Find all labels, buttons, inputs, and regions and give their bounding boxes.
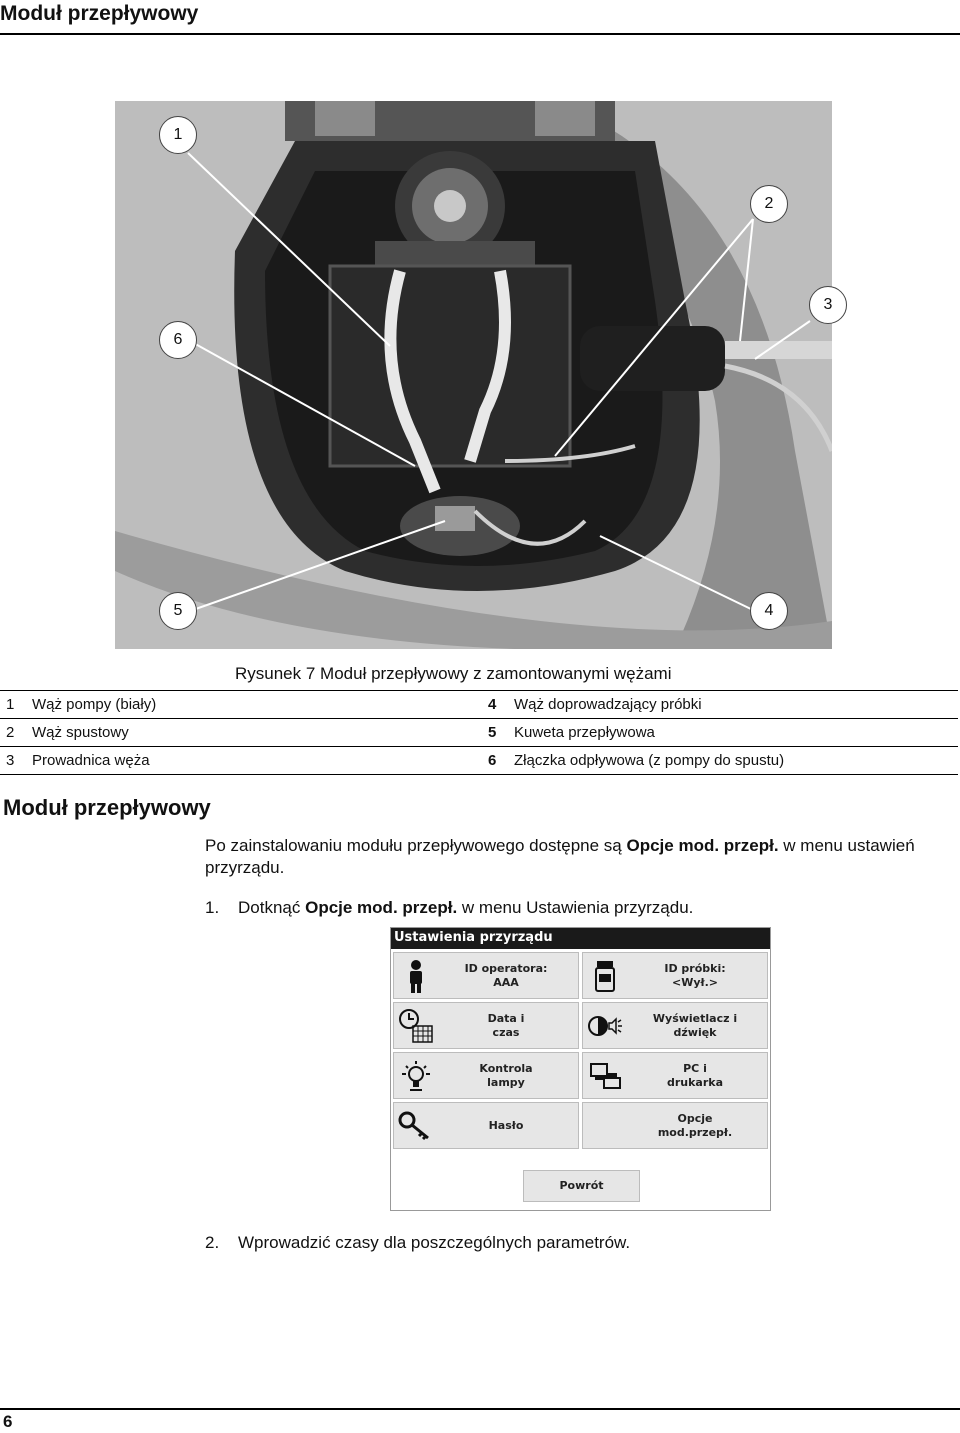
page-header-title: Moduł przepływowy [0, 2, 199, 25]
step-number: 1. [205, 898, 220, 917]
tile-value: <Wył.> [672, 975, 718, 989]
tile-label-2: dźwięk [673, 1025, 717, 1039]
step-bold-term: Opcje mod. przepł. [305, 898, 458, 917]
intro-paragraph [205, 835, 940, 879]
legend-row [0, 719, 958, 747]
tile-label-2: czas [492, 1025, 520, 1039]
intro-text-end: w menu ustawień przyrządu. [205, 836, 915, 877]
operator-id-button[interactable] [393, 952, 579, 999]
legend-text: Wąż doprowadzający próbki [514, 696, 702, 713]
instrument-settings-screen [390, 927, 771, 1211]
tile-label-2: mod.przepł. [657, 1125, 733, 1139]
pc-printer-button[interactable] [582, 1052, 768, 1099]
legend-number: 5 [488, 724, 497, 741]
tile-label: ID próbki: [664, 961, 726, 975]
header-divider [0, 33, 960, 35]
sample-id-button[interactable] [582, 952, 768, 999]
legend-number: 1 [6, 696, 15, 713]
lamp-control-button[interactable] [393, 1052, 579, 1099]
tile-label: Data i [487, 1011, 525, 1025]
step-2 [205, 1233, 630, 1253]
tile-label: Wyświetlacz i [652, 1011, 738, 1025]
figure-legend-table [0, 690, 958, 775]
legend-text: Wąż pompy (biały) [32, 696, 157, 713]
clock-calendar-icon [398, 1008, 434, 1044]
tile-label: Kontrola [479, 1061, 533, 1075]
tile-label-2: drukarka [666, 1075, 724, 1089]
pc-printer-icon [587, 1058, 623, 1094]
person-icon [398, 958, 434, 994]
tile-label: PC i [683, 1061, 707, 1075]
step-1 [205, 898, 693, 918]
intro-bold-term: Opcje mod. przepł. [626, 836, 779, 855]
back-button[interactable]: Powrót [523, 1170, 640, 1202]
callout-1: 1 [159, 116, 197, 154]
step-text-end: w menu Ustawienia przyrządu. [457, 898, 694, 917]
page-number: 6 [3, 1412, 13, 1431]
callout-3: 3 [809, 286, 847, 324]
legend-text: Kuweta przepływowa [514, 724, 655, 741]
legend-row [0, 691, 958, 719]
tile-label: ID operatora: [464, 961, 548, 975]
screen-title: Ustawienia przyrządu [391, 928, 770, 949]
step-text: Wprowadzić czasy dla poszczególnych parametrów. [238, 1233, 631, 1252]
legend-text: Złączka odpływowa (z pompy do spustu) [514, 752, 785, 769]
flow-module-options-button[interactable] [582, 1102, 768, 1149]
callout-5: 5 [159, 592, 197, 630]
lamp-icon [398, 1058, 434, 1094]
sample-bottle-icon [587, 958, 623, 994]
callout-2: 2 [750, 185, 788, 223]
figure-caption: Rysunek 7 Moduł przepływowy z zamontowanymi wężami [235, 664, 672, 683]
callout-4: 4 [750, 592, 788, 630]
tile-label: Hasło [488, 1118, 524, 1132]
step-text: Dotknąć [238, 898, 306, 917]
flow-module-photo [115, 101, 832, 649]
intro-text: Po zainstalowaniu modułu przepływowego dostępne są [205, 836, 627, 855]
legend-text: Wąż spustowy [32, 724, 129, 741]
footer-divider [0, 1408, 960, 1410]
tile-label: Opcje [677, 1111, 713, 1125]
password-button[interactable] [393, 1102, 579, 1149]
tile-value: AAA [493, 975, 519, 989]
legend-number: 6 [488, 752, 497, 769]
legend-number: 3 [6, 752, 15, 769]
legend-text: Prowadnica węża [32, 752, 150, 769]
legend-number: 4 [488, 696, 497, 713]
tile-label-2: lampy [487, 1075, 525, 1089]
legend-number: 2 [6, 724, 15, 741]
callout-6: 6 [159, 321, 197, 359]
date-time-button[interactable] [393, 1002, 579, 1049]
display-sound-button[interactable] [582, 1002, 768, 1049]
step-number: 2. [205, 1233, 220, 1252]
legend-row [0, 747, 958, 775]
key-icon [398, 1108, 434, 1144]
section-title: Moduł przepływowy [3, 795, 211, 820]
contrast-speaker-icon [587, 1008, 623, 1044]
